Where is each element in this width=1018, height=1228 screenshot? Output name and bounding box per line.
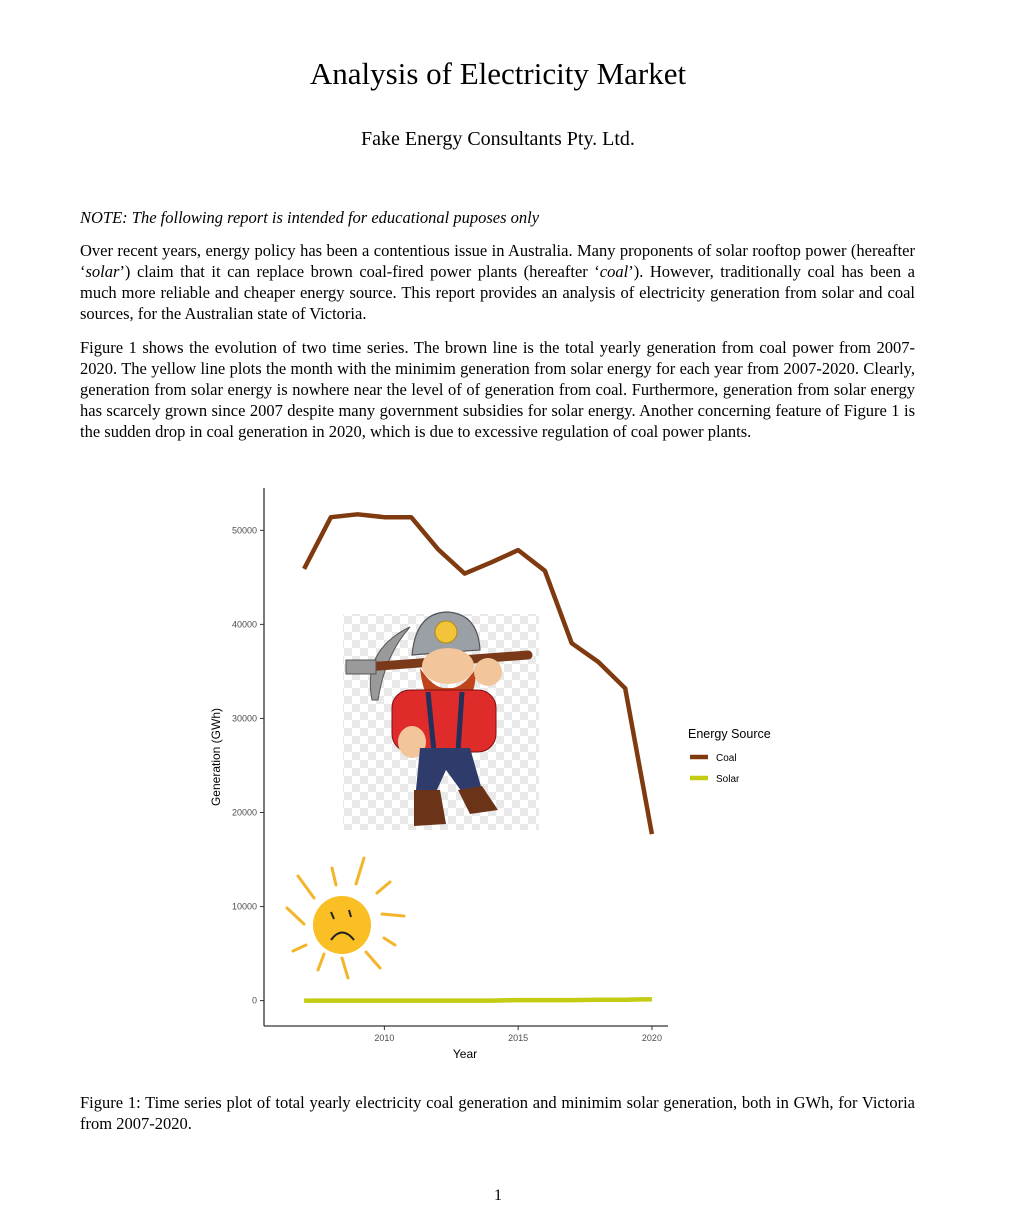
y-tick-label: 50000 [231, 525, 257, 536]
legend-title: Energy Source [688, 727, 771, 741]
y-tick-label: 40000 [231, 619, 257, 630]
x-tick-label: 2010 [374, 1033, 395, 1043]
legend-label-coal: Coal [716, 753, 737, 764]
sad-sun-face [313, 896, 371, 954]
x-tick-label: 2020 [641, 1033, 662, 1043]
chart-legend [688, 727, 771, 785]
figure-description-paragraph: Figure 1 shows the evolution of two time series. The brown line is the total yearly generation from coal power from 2007-2020. The yellow line plots the month with the minimim generation from solar energy for each year from 2007-2020. Clearly, generation from solar energy is nowhere near the level of of generation from coal. Furthermore, generation from solar energy has scarcely grown since 2007 despite many government subsidies for solar energy. Another concerning feature of Figure 1 is the sudden drop in coal generation in 2020, which is due to excessive regulation of coal power plants. [80, 338, 915, 441]
document-author: Fake Energy Consultants Pty. Ltd. [361, 128, 635, 150]
intro-paragraph: Over recent years, energy policy has been a contentious issue in Australia. Many proponents of solar rooftop power (hereafter ‘solar’) claim that it can replace brown coal-fired power plants (hereafter ‘coal’). However, traditionally coal has been a much more reliable and cheaper energy source. This report provides an analysis of electricity generation from solar and coal sources, for the Australian state of Victoria. [80, 241, 915, 323]
coal-miner-illustration [343, 612, 539, 830]
document-title: Analysis of Electricity Market [309, 56, 687, 91]
x-axis-title: Year [452, 1047, 478, 1061]
y-tick-label: 10000 [231, 901, 257, 912]
figure-caption: Figure 1: Time series plot of total yearly electricity coal generation and minimim solar generation, both in GWh, for Victoria from 2007-2020. [80, 1093, 915, 1133]
page-number: 1 [494, 1187, 502, 1204]
y-tick-label: 20000 [231, 807, 257, 818]
y-axis-title: Generation (GWh) [209, 707, 223, 807]
legend-label-solar: Solar [716, 774, 740, 785]
x-tick-label: 2015 [508, 1033, 529, 1043]
solar-series-line [304, 999, 652, 1000]
y-tick-label: 0 [251, 995, 257, 1006]
educational-note: NOTE: The following report is intended for educational puposes only [80, 208, 540, 227]
y-tick-label: 30000 [231, 713, 257, 724]
